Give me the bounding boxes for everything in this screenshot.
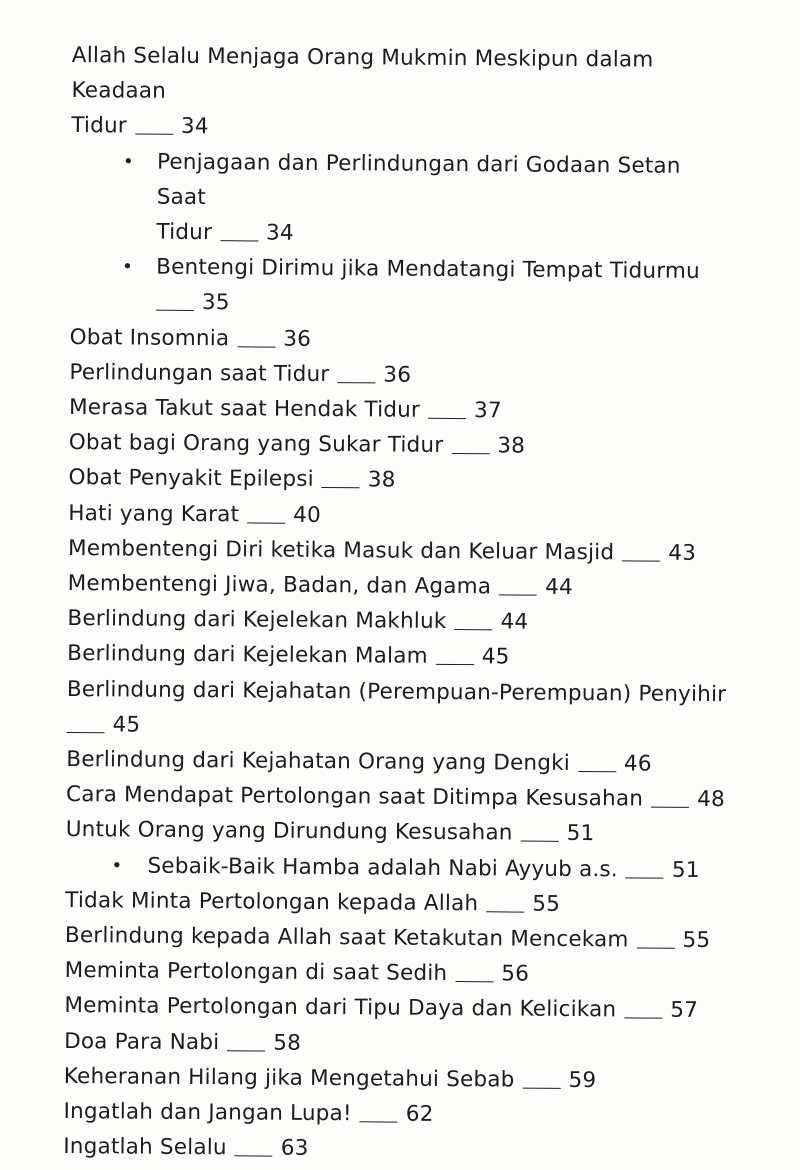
toc-entry [68,531,728,571]
toc-page-number: 58 [273,1030,302,1056]
toc-leader-line [428,417,466,419]
toc-entry [66,672,727,748]
toc-entry-title: Cara Mendapat Pertolongan saat Ditimpa Kesusahan [65,782,644,812]
toc-page-number: 48 [697,787,725,813]
toc-page-number: 63 [280,1135,309,1162]
toc-leader-line [622,559,660,561]
toc-entry-title: Membentengi Jiwa, Badan, dan Agama [67,571,492,600]
toc-page-number: 43 [668,540,697,566]
toc-leader-line [486,910,524,912]
toc-leader-line [220,239,258,241]
toc-leader-line [156,309,194,311]
toc-leader-line [521,840,559,842]
toc-entry [63,1094,723,1134]
toc-leader-line [454,628,492,630]
toc-subentry [70,249,731,325]
toc-leader-line [227,1049,265,1051]
toc-entry-title: Meminta Pertolongan dari Tipu Daya dan Kelicikan [64,993,617,1023]
toc-page-number: 38 [367,467,396,493]
toc-entry-title: Berlindung dari Kejelekan Malam [67,641,428,670]
toc-page-number: 51 [566,821,595,847]
toc-page-number: 55 [532,891,561,917]
toc-page-number: 62 [405,1101,434,1127]
toc-leader-line [360,1120,398,1122]
toc-entry [66,812,726,852]
toc-entry-title: Keheranan Hilang jika Mengetahui Sebab [63,1063,515,1093]
toc-entry-title: Perlindungan saat Tidur [69,359,330,387]
toc-entry [66,742,726,782]
bullet-icon: • [122,151,134,173]
toc-entry [68,460,728,500]
toc-page-number: 37 [473,398,502,424]
toc-leader-line [67,731,105,733]
toc-entry [64,1024,724,1064]
toc-entry-title: Berlindung dari Kejahatan Orang yang Dengki [66,747,571,776]
toc-leader-line [637,947,675,949]
toc-entry-title: Bentengi Dirimu jika Mendatangi Tempat Tidurmu [156,254,701,285]
toc-entry [68,566,728,606]
toc-page-number: 46 [623,751,652,777]
toc-page-number: 57 [670,998,699,1024]
toc-leader-line [247,521,285,523]
toc-page-number: 51 [671,857,700,883]
toc-leader-line [626,876,664,878]
toc-leader-line [455,980,493,982]
toc-page-number: 59 [568,1067,597,1094]
toc-entry-title: Berlindung dari Kejelekan Makhluk [67,606,447,635]
toc-page-number: 36 [383,362,412,388]
toc-page-number: 38 [497,433,526,459]
toc-subentry [70,144,731,255]
toc-entry-title: Berlindung kepada Allah saat Ketakutan Mencekam [64,923,629,953]
toc-page-number: 44 [545,574,574,600]
toc-entry [67,601,727,641]
toc-entry-title: Doa Para Nabi [64,1028,220,1055]
toc-leader-line [522,1086,560,1088]
toc-entry-title: Ingatlah dan Jangan Lupa! [63,1099,352,1127]
toc-entry [69,355,729,395]
toc-entry [64,988,724,1028]
toc-leader-line [651,806,689,808]
toc-entry [65,953,725,993]
toc-leader-line [578,770,616,772]
toc-entry [65,883,725,923]
toc-entry-title: Obat Penyakit Epilepsi [68,465,314,493]
toc-entry-title: Tidak Minta Pertolongan kepada Allah [65,887,479,917]
toc-leader-line [322,486,360,488]
toc-leader-line [237,345,275,347]
toc-page-number: 40 [293,502,322,528]
toc-page-number: 34 [180,114,209,140]
toc-entry-title: Merasa Takut saat Hendak Tidur [68,395,421,423]
table-of-contents [63,38,732,1170]
toc-subentry [65,848,725,888]
toc-entry-title: Penjagaan dan Perlindungan dari Godaan Setan Saat [156,149,681,210]
toc-leader-line [337,381,375,383]
toc-leader-line [451,452,489,454]
toc-entry-title: Allah Selalu Menjaga Orang Mukmin Meskipun dalam Keadaan [71,42,654,104]
toc-page-number: 45 [481,644,510,670]
toc-entry [69,390,729,430]
toc-page-number: 44 [500,609,529,635]
toc-entry-title-continued: Tidur [156,219,213,246]
toc-entry [71,38,732,149]
toc-leader-line [135,133,173,135]
toc-entry [65,918,725,958]
toc-entry [66,777,726,817]
toc-entry-title: Obat Insomnia [69,324,230,351]
toc-entry-title: Ingatlah Selalu [63,1134,227,1161]
toc-leader-line [235,1155,273,1157]
toc-entry-title: Meminta Pertolongan di saat Sedih [64,958,448,987]
toc-entry [63,1129,723,1169]
toc-entry [68,496,728,536]
toc-entry-title: Membentengi Diri ketika Masuk dan Keluar Masjid [67,535,615,566]
toc-entry-title: Untuk Orang yang Dirundung Kesusahan [65,817,513,846]
bullet-icon: • [122,256,134,278]
toc-entry [67,636,727,676]
toc-page-number: 35 [201,290,230,316]
toc-entry-title: Sebaik-Baik Hamba adalah Nabi Ayyub a.s. [147,853,619,882]
toc-page-number: 56 [501,961,530,987]
toc-entry-title: Obat bagi Orang yang Sukar Tidur [68,430,444,459]
toc-entry-title-continued: Tidur [71,113,127,139]
toc-page-number: 36 [283,326,312,352]
bullet-icon: • [111,855,123,877]
toc-page-number: 55 [682,927,711,954]
toc-entry [69,425,729,465]
toc-entry [70,320,730,360]
toc-entry-title: Hati yang Karat [68,500,240,527]
toc-leader-line [436,663,474,665]
toc-leader-line [499,593,537,595]
toc-page-number: 34 [265,220,294,246]
toc-entry-title: Berlindung dari Kejahatan (Perempuan-Perempuan) Penyihir [66,676,727,707]
toc-leader-line [624,1017,662,1019]
toc-page-number: 45 [112,712,141,738]
toc-entry [64,1059,724,1099]
